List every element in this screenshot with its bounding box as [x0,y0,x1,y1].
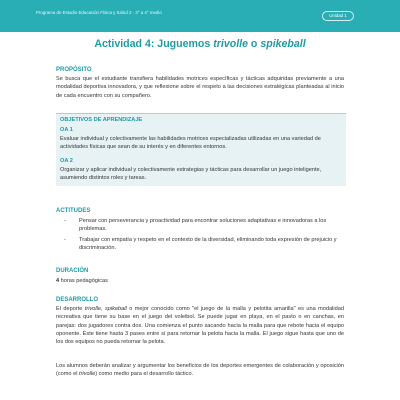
title-italic-spikeball: spikeball [260,38,306,50]
dev-p1-e: o mejor conocido como "el juego de la malla y pelotita amarilla" es una modalidad recreativa que tiene su base en el juego del voleibol. Se puede jugar en playa, en el pasto o en canchas, en parejas: dos jugadores contra dos. Una comienza el punto sacando hacia la malla para que rebote hacia el equipo oponente. Éste tiene hasta 3 pases entre sí para retornar la pelota hacia la malla. El juego sigue hasta que uno de los dos equipos no pueda retornar la pelota. [56,306,344,346]
bullet-dash: - [64,237,66,243]
activity-title [0,38,400,50]
dev-p2-a: Los alumnos deberán analizar y argumentar los beneficios de los deportes emergentes de colaboración y oposición (como el [56,363,344,378]
purpose-heading: PROPÓSITO [56,67,92,73]
bullet-dash: - [64,218,66,224]
title-middle: o [247,38,261,50]
oa1-text: Evaluar individual y colectivamente las habilidades motrices especializadas utilizadas en una variedad de actividades físicas que sean de su interés y en diferentes entornos. [60,136,321,151]
dev-p1-c: , [101,306,105,312]
purpose-text: Se busca que el estudiante transfiera habilidades motrices específicas y tácticas adquiridas previamente a una modalidad deportiva innovadora, y que reflexione sobre el respeto a las decisiones estratégicas planteadas al inicio de cada encuentro con su compañero. [56,76,344,99]
duration-hours: 4 [56,278,60,284]
dev-p1-spikeball: spikeball [105,306,127,312]
development-paragraph-1 [56,305,344,346]
oa1-label: OA 1 [60,127,73,133]
objectives-heading: OBJETIVOS DE APRENDIZAJE [60,117,143,123]
title-prefix: Actividad 4: Juguemos [94,38,214,50]
attitude-text-1: Pensar con perseverancia y proactividad para encontrar soluciones adaptativas e innovadoras a los problemas. [79,218,327,233]
attitudes-heading: ACTITUDES [56,208,91,214]
dev-p1-trivolle: trivolle [84,306,101,312]
duration-heading: DURACIÓN [56,268,89,274]
unit-badge: Unidad 1 [322,11,354,21]
program-title: Programa de Estudio Educación Física y Salud 2 · 3° a 4° medio [36,10,162,15]
oa2-text: Organizar y aplicar individual y colectivamente estrategias y tácticas para desarrollar un juego inteligente, asumiendo distintos roles y tareas. [60,167,322,182]
dev-p1-a: El deporte [56,306,85,312]
objectives-box [56,113,346,186]
oa2-label: OA 2 [60,158,73,164]
duration-unit: horas pedagógicas [59,278,108,284]
duration-value [56,278,108,284]
development-paragraph-2 [56,362,344,379]
attitude-item-1 [64,217,344,234]
attitude-item-2 [64,236,344,253]
attitude-text-2: Trabajar con empatía y respeto en el contexto de la diversidad, eliminando toda expresión de prejuicio y discriminación. [79,237,337,252]
header-bar [0,0,400,32]
dev-p2-trivolle: trivolle [79,371,96,378]
objectives-box-divider [56,113,346,114]
dev-p2-c: ) como medio para el desarrollo táctico. [95,371,194,378]
development-heading: DESARROLLO [56,297,98,303]
title-italic-trivolle: trivolle [213,38,248,50]
